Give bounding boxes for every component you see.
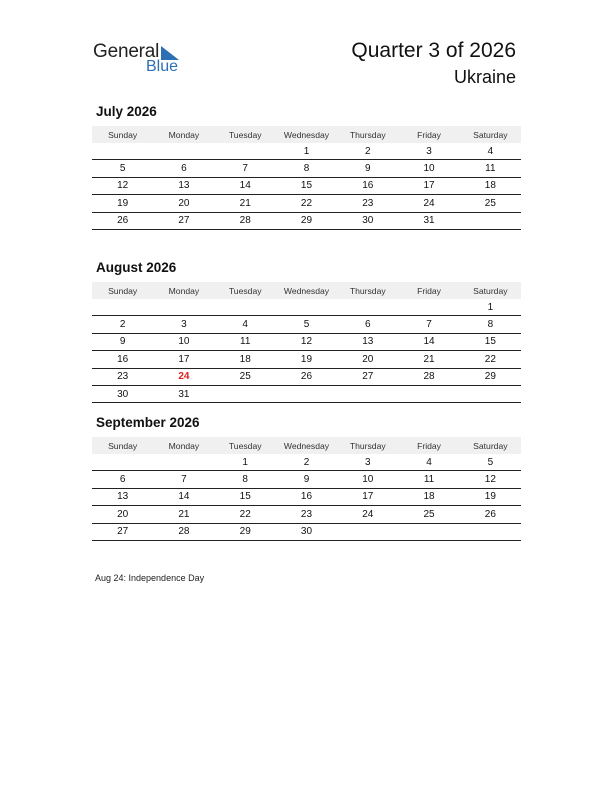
- day-cell: 15: [460, 333, 521, 350]
- weekday-header: Thursday: [337, 126, 398, 143]
- day-cell: [215, 143, 276, 160]
- week-row: [92, 160, 521, 177]
- day-cell: 27: [92, 523, 153, 540]
- logo-general-text: General: [93, 41, 160, 62]
- day-cell: [215, 385, 276, 402]
- day-cell: [398, 299, 459, 316]
- weekday-header: Sunday: [92, 126, 153, 143]
- day-cell: 10: [337, 471, 398, 488]
- weekday-header: Saturday: [460, 437, 521, 454]
- week-row: [92, 488, 521, 505]
- week-row: [92, 454, 521, 471]
- day-cell: 7: [153, 471, 214, 488]
- day-cell: 18: [215, 351, 276, 368]
- calendar-table: [92, 126, 521, 230]
- weekday-header: Friday: [398, 126, 459, 143]
- day-cell: 20: [92, 506, 153, 523]
- weekday-header: Wednesday: [276, 437, 337, 454]
- day-cell: 13: [153, 177, 214, 194]
- day-cell: 16: [337, 177, 398, 194]
- day-cell: 1: [276, 143, 337, 160]
- calendar-table: [92, 282, 521, 403]
- day-cell: 18: [460, 177, 521, 194]
- day-cell: 12: [92, 177, 153, 194]
- day-cell: 14: [215, 177, 276, 194]
- day-cell: 6: [92, 471, 153, 488]
- day-cell: 23: [337, 195, 398, 212]
- day-cell: [460, 385, 521, 402]
- day-cell: 18: [398, 488, 459, 505]
- week-row: [92, 195, 521, 212]
- day-cell: [398, 385, 459, 402]
- month-title: July 2026: [96, 104, 157, 119]
- day-cell: 25: [215, 368, 276, 385]
- weekday-header: Tuesday: [215, 126, 276, 143]
- day-cell: 29: [460, 368, 521, 385]
- weekday-header-row: [92, 437, 521, 454]
- weekday-header: Thursday: [337, 437, 398, 454]
- day-cell: 11: [398, 471, 459, 488]
- week-row: [92, 177, 521, 194]
- weekday-header: Friday: [398, 282, 459, 299]
- weekday-header: Thursday: [337, 282, 398, 299]
- day-cell: 2: [92, 316, 153, 333]
- day-cell: 4: [460, 143, 521, 160]
- weekday-header: Sunday: [92, 437, 153, 454]
- logo-blue-text: Blue: [146, 58, 179, 75]
- day-cell: 10: [153, 333, 214, 350]
- day-cell: [92, 454, 153, 471]
- day-cell: 1: [460, 299, 521, 316]
- weekday-header: Tuesday: [215, 437, 276, 454]
- weekday-header-row: [92, 126, 521, 143]
- day-cell: 24: [153, 368, 214, 385]
- day-cell: 13: [92, 488, 153, 505]
- weekday-header: Sunday: [92, 282, 153, 299]
- day-cell: 1: [215, 454, 276, 471]
- weekday-header: Monday: [153, 126, 214, 143]
- weekday-header: Wednesday: [276, 282, 337, 299]
- day-cell: 3: [337, 454, 398, 471]
- day-cell: 29: [276, 212, 337, 229]
- week-row: [92, 143, 521, 160]
- day-cell: [337, 385, 398, 402]
- day-cell: 10: [398, 160, 459, 177]
- day-cell: 8: [460, 316, 521, 333]
- weekday-header: Saturday: [460, 126, 521, 143]
- week-row: [92, 351, 521, 368]
- month-title: September 2026: [96, 415, 200, 430]
- calendar-table: [92, 437, 521, 541]
- day-cell: 9: [92, 333, 153, 350]
- day-cell: 28: [153, 523, 214, 540]
- day-cell: 15: [215, 488, 276, 505]
- day-cell: 26: [276, 368, 337, 385]
- day-cell: 30: [92, 385, 153, 402]
- week-row: [92, 333, 521, 350]
- day-cell: 21: [398, 351, 459, 368]
- day-cell: 5: [92, 160, 153, 177]
- day-cell: 19: [276, 351, 337, 368]
- day-cell: 29: [215, 523, 276, 540]
- weekday-header: Friday: [398, 437, 459, 454]
- weekday-header-row: [92, 282, 521, 299]
- day-cell: [92, 299, 153, 316]
- day-cell: 6: [337, 316, 398, 333]
- day-cell: 28: [398, 368, 459, 385]
- week-row: [92, 385, 521, 402]
- day-cell: 12: [460, 471, 521, 488]
- day-cell: 2: [276, 454, 337, 471]
- day-cell: 17: [398, 177, 459, 194]
- day-cell: 8: [215, 471, 276, 488]
- day-cell: 13: [337, 333, 398, 350]
- day-cell: 3: [153, 316, 214, 333]
- day-cell: 23: [92, 368, 153, 385]
- week-row: [92, 316, 521, 333]
- day-cell: 20: [337, 351, 398, 368]
- day-cell: 16: [276, 488, 337, 505]
- day-cell: 26: [92, 212, 153, 229]
- month-august: [92, 260, 521, 403]
- day-cell: 19: [460, 488, 521, 505]
- day-cell: [337, 523, 398, 540]
- day-cell: 12: [276, 333, 337, 350]
- day-cell: 17: [153, 351, 214, 368]
- day-cell: [337, 299, 398, 316]
- month-september: [92, 415, 521, 541]
- day-cell: 19: [92, 195, 153, 212]
- day-cell: 21: [153, 506, 214, 523]
- day-cell: 31: [153, 385, 214, 402]
- day-cell: 4: [215, 316, 276, 333]
- month-title: August 2026: [96, 260, 177, 275]
- month-july: [92, 104, 521, 230]
- day-cell: 6: [153, 160, 214, 177]
- day-cell: 31: [398, 212, 459, 229]
- day-cell: [276, 385, 337, 402]
- day-cell: 14: [153, 488, 214, 505]
- day-cell: 4: [398, 454, 459, 471]
- week-row: [92, 368, 521, 385]
- week-row: [92, 299, 521, 316]
- holiday-note: Aug 24: Independence Day: [95, 573, 205, 583]
- weekday-header: Saturday: [460, 282, 521, 299]
- country-name: Ukraine: [453, 67, 516, 87]
- day-cell: 28: [215, 212, 276, 229]
- day-cell: 24: [337, 506, 398, 523]
- day-cell: 25: [460, 195, 521, 212]
- day-cell: 22: [215, 506, 276, 523]
- weekday-header: Wednesday: [276, 126, 337, 143]
- day-cell: 2: [337, 143, 398, 160]
- day-cell: 9: [276, 471, 337, 488]
- day-cell: [153, 143, 214, 160]
- day-cell: [460, 523, 521, 540]
- day-cell: 24: [398, 195, 459, 212]
- day-cell: 21: [215, 195, 276, 212]
- week-row: [92, 212, 521, 229]
- day-cell: 7: [398, 316, 459, 333]
- day-cell: [215, 299, 276, 316]
- weekday-header: Monday: [153, 282, 214, 299]
- day-cell: 7: [215, 160, 276, 177]
- day-cell: 30: [337, 212, 398, 229]
- day-cell: 5: [460, 454, 521, 471]
- day-cell: [276, 299, 337, 316]
- day-cell: 11: [215, 333, 276, 350]
- day-cell: 14: [398, 333, 459, 350]
- day-cell: [398, 523, 459, 540]
- day-cell: 17: [337, 488, 398, 505]
- day-cell: 22: [276, 195, 337, 212]
- day-cell: 20: [153, 195, 214, 212]
- day-cell: 3: [398, 143, 459, 160]
- day-cell: 9: [337, 160, 398, 177]
- day-cell: [92, 143, 153, 160]
- page-title: Quarter 3 of 2026: [351, 39, 516, 62]
- day-cell: 27: [153, 212, 214, 229]
- week-row: [92, 506, 521, 523]
- day-cell: 5: [276, 316, 337, 333]
- day-cell: 16: [92, 351, 153, 368]
- day-cell: 11: [460, 160, 521, 177]
- day-cell: 27: [337, 368, 398, 385]
- day-cell: [153, 454, 214, 471]
- weekday-header: Tuesday: [215, 282, 276, 299]
- day-cell: 8: [276, 160, 337, 177]
- weekday-header: Monday: [153, 437, 214, 454]
- day-cell: 30: [276, 523, 337, 540]
- day-cell: 22: [460, 351, 521, 368]
- day-cell: 23: [276, 506, 337, 523]
- day-cell: [153, 299, 214, 316]
- week-row: [92, 471, 521, 488]
- week-row: [92, 523, 521, 540]
- day-cell: 26: [460, 506, 521, 523]
- day-cell: 25: [398, 506, 459, 523]
- day-cell: [460, 212, 521, 229]
- day-cell: 15: [276, 177, 337, 194]
- generalblue-logo: [93, 41, 193, 81]
